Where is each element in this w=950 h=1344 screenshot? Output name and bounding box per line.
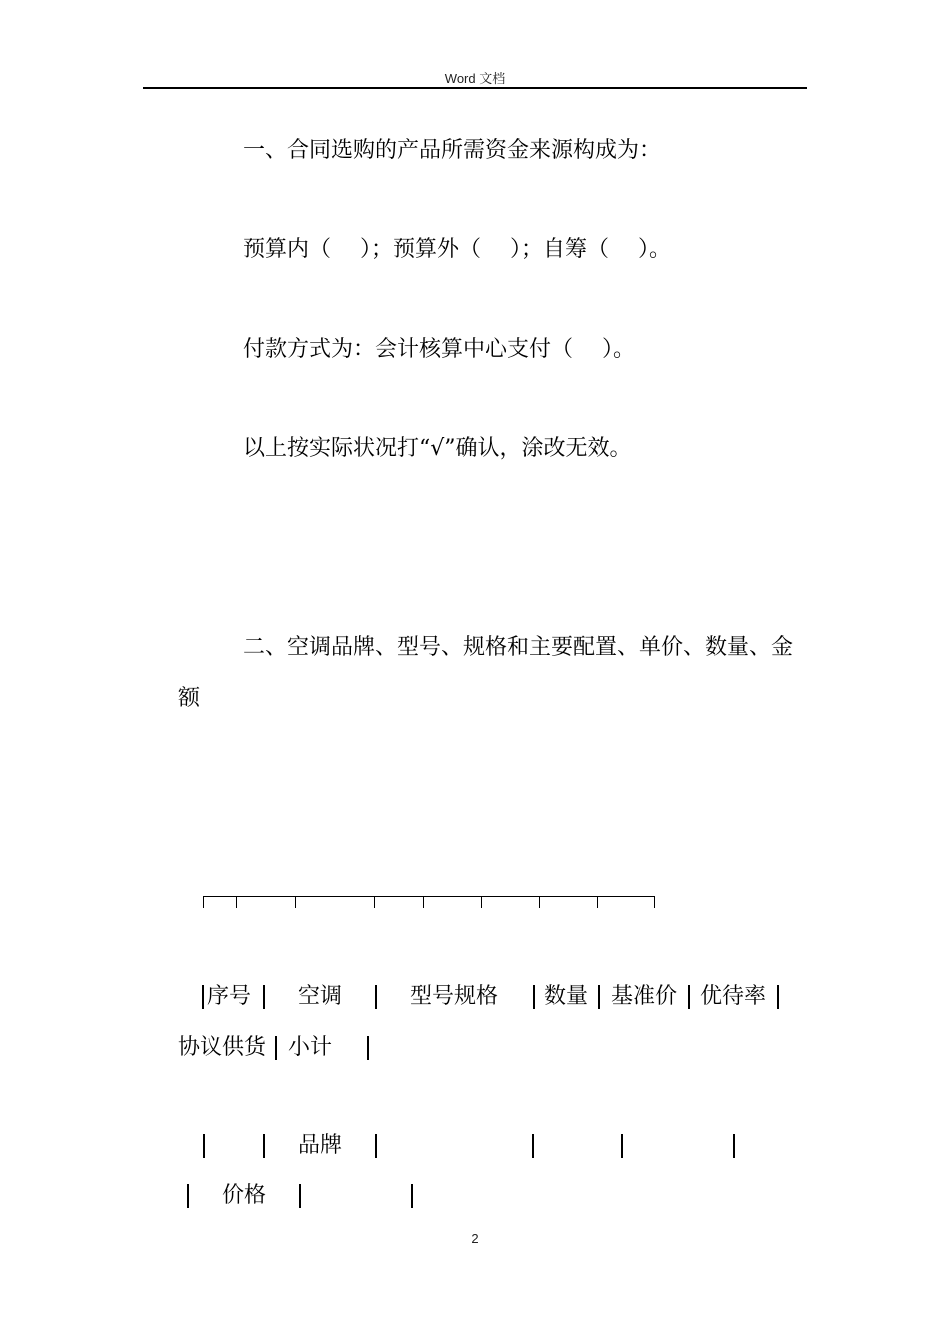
paragraph-confirm-note: 以上按实际状况打“√”确认，涂改无效。 xyxy=(243,436,632,461)
table-cell-subtotal: 小计 xyxy=(288,1035,333,1060)
paragraph-budget-options: 预算内（ ）；预算外（ ）；自筹（ ）。 xyxy=(243,237,671,262)
page-number: 2 xyxy=(471,1231,479,1246)
table-cell-qty: 数量 xyxy=(544,984,589,1009)
paragraph-section-two-line2: 额 xyxy=(178,686,201,711)
table-cell-agreement: 协议供货 xyxy=(178,1035,267,1060)
header-divider xyxy=(143,87,807,89)
table-cell-brand: 品牌 xyxy=(298,1133,343,1158)
paragraph-payment-method: 付款方式为：会计核算中心支付（ ）。 xyxy=(243,337,635,362)
paragraph-funding-source: 一、合同选购的产品所需资金来源构成为： xyxy=(243,138,662,163)
table-cell-price: 价格 xyxy=(222,1183,267,1208)
page-header: Word 文档 xyxy=(444,71,506,86)
table-cell-seq: 序号 xyxy=(207,984,252,1009)
table-cell-discount: 优待率 xyxy=(700,984,767,1009)
paragraph-section-two-line1: 二、空调品牌、型号、规格和主要配置、单价、数量、金 xyxy=(243,635,794,660)
table-cell-base-price: 基准价 xyxy=(611,984,678,1009)
table-cell-ac: 空调 xyxy=(298,984,343,1009)
table-cell-model: 型号规格 xyxy=(410,984,499,1009)
